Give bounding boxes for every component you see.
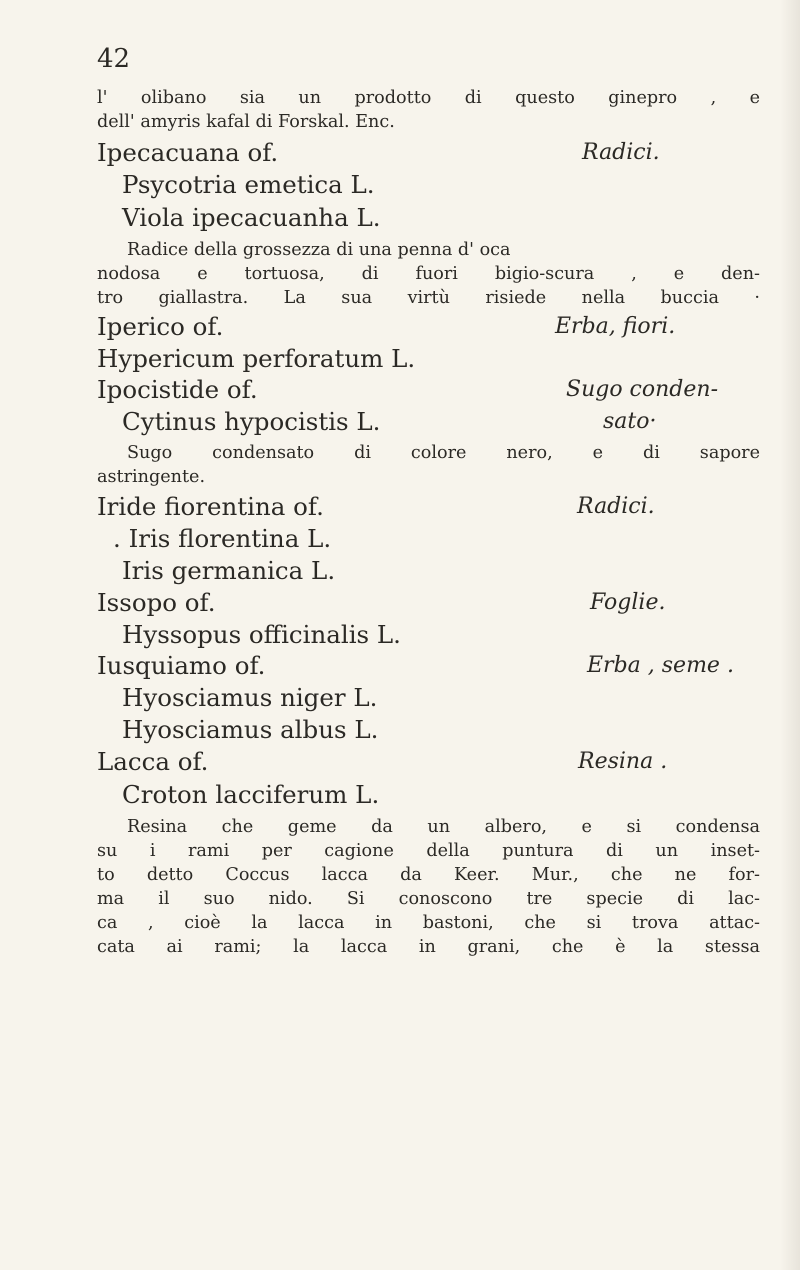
entry-name-lacca: Lacca of. [97, 747, 209, 776]
entry-description: ca , cioè la lacca in bastoni, che si trova attac- [97, 913, 760, 933]
entry-description: astringente. [97, 467, 206, 487]
entry-synonym: Iris germanica L. [122, 556, 336, 585]
entry-synonym: Cytinus hypocistis L. [122, 407, 381, 436]
intro-line: dell' amyris kafal di Forskal. Enc. [97, 112, 395, 132]
entry-synonym: Viola ipecacuanha L. [122, 203, 381, 232]
entry-name-issopo: Issopo of. [97, 588, 216, 617]
entry-name-iperico: Iperico of. [97, 312, 224, 341]
entry-description: ma il suo nido. Si conoscono tre specie di lac- [97, 889, 760, 909]
page-edge-shadow [780, 0, 800, 1270]
entry-name-ipecacuana: Ipecacuana of. [97, 138, 279, 167]
entry-part-issopo: Foglie. [590, 590, 666, 615]
entry-description: cata ai rami; la lacca in grani, che è la stessa [97, 937, 760, 957]
entry-name-iusquiamo: Iusquiamo of. [97, 651, 266, 680]
entry-synonym: Hyssopus officinalis L. [122, 620, 401, 649]
intro-line: l' olibano sia un prodotto di questo ginepro , e [97, 88, 760, 108]
entry-name-iride: Iride fiorentina of. [97, 492, 324, 521]
entry-name-ipocistide: Ipocistide of. [97, 375, 258, 404]
entry-synonym: Hypericum perforatum L. [97, 344, 416, 373]
entry-description: tro giallastra. La sua virtù risiede nella buccia · [97, 288, 760, 308]
entry-part-ipocistide-cont: sato· [603, 409, 657, 434]
entry-description: su i rami per cagione della puntura di un inset- [97, 841, 760, 861]
entry-description: Resina che geme da un albero, e si condensa [127, 817, 760, 837]
entry-synonym: Hyosciamus niger L. [122, 683, 378, 712]
page-number: 42 [97, 44, 131, 74]
entry-synonym: . Iris florentina L. [113, 524, 332, 553]
entry-part-iride: Radici. [577, 494, 655, 519]
entry-part-iusquiamo: Erba , seme . [587, 653, 734, 678]
entry-part-iperico: Erba, fiori. [555, 314, 676, 339]
entry-synonym: Hyosciamus albus L. [122, 715, 379, 744]
entry-description: to detto Coccus lacca da Keer. Mur., che ne for- [97, 865, 760, 885]
entry-synonym: Croton lacciferum L. [122, 780, 380, 809]
entry-part-ipecacuana: Radici. [582, 140, 660, 165]
entry-description: Sugo condensato di colore nero, e di sapore [127, 443, 760, 463]
entry-part-lacca: Resina . [578, 749, 668, 774]
entry-description: Radice della grossezza di una penna d' oca [127, 240, 511, 260]
entry-description: nodosa e tortuosa, di fuori bigio-scura , e den- [97, 264, 760, 284]
entry-part-ipocistide: Sugo conden- [566, 377, 719, 402]
entry-synonym: Psycotria emetica L. [122, 170, 375, 199]
